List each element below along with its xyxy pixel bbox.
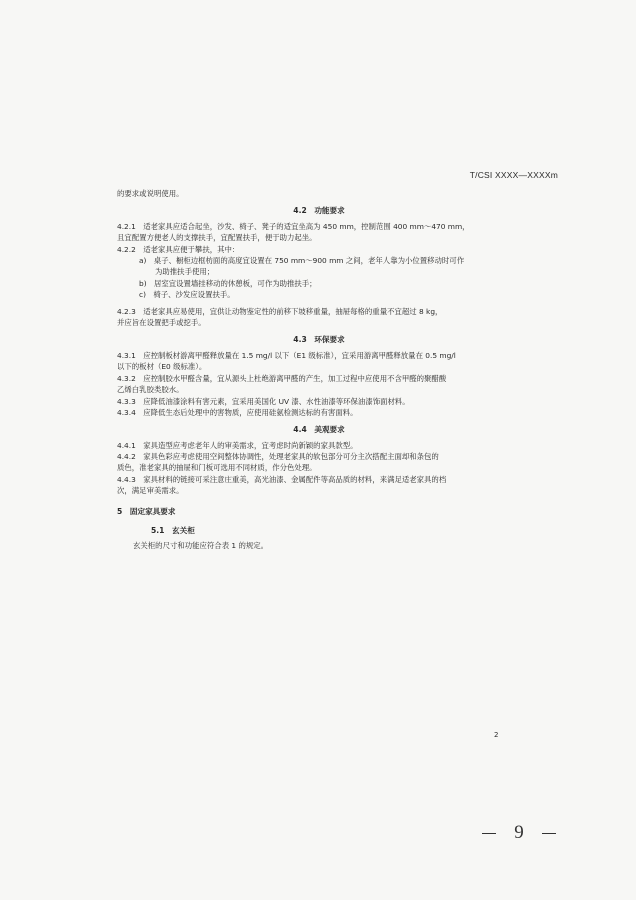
section-5-title: 5 固定家具要求 <box>117 507 176 516</box>
clause-4-2-2-a: a) 桌子、橱柜边框枋面的高度宜设置在 750 mm～900 mm 之间，老年人靠为小位置移动时可作 为助推扶手使用； <box>139 256 465 276</box>
clause-4-2-3: 4.2.3 适老家具应易使用，宜供让动物鉴定性的前移下坡移重量，抽屉每格的重量不宜超过 8 kg， 并应旨在设置把手或挖手。 <box>117 307 443 327</box>
left-dash <box>482 833 496 834</box>
clause-4-2-2: 4.2.2 适老家具应便于攀扶，其中： <box>117 245 240 254</box>
intro-tail: 的要求或说明使用。 <box>117 189 184 198</box>
section-4-2-title: 4.2 功能要求 <box>293 206 345 215</box>
clause-5-1-text: 玄关柜的尺寸和功能应符合表 1 的规定。 <box>133 541 269 550</box>
clause-4-2-2-b: b) 居室宜设置墙挂移动的休憩板，可作为助推扶手； <box>139 279 317 288</box>
section-4-3-title: 4.3 环保要求 <box>293 335 345 344</box>
clause-4-3-3: 4.3.3 应降低油漆涂料有害元素，宜采用美国化 UV 漆、水性油漆等环保油漆饰面材料。 <box>117 397 410 406</box>
document-body <box>117 188 521 551</box>
document-code: T/CSI XXXX—XXXXm <box>469 170 558 180</box>
page-number-footer <box>482 822 556 844</box>
clause-4-3-1: 4.3.1 应控制板材游离甲醛释放量在 1.5 mg/l 以下（E1 级标准），宜采用游离甲醛释放量在 0.5 mg/l 以下的板材（E0 级标准）。 <box>117 351 456 371</box>
page-number: 9 <box>514 822 524 843</box>
right-dash <box>542 833 556 834</box>
clause-4-4-1: 4.4.1 家具造型应考虑老年人的审美需求，宜考虑时尚新颖的家具款型。 <box>117 441 358 450</box>
section-4-4-title: 4.4 美观要求 <box>293 425 345 434</box>
clause-4-2-1: 4.2.1 适老家具应适合起坐，沙发、椅子、凳子的适宜坐高为 450 mm，控制范围 400 mm～470 mm， 且宜配置方便老人的支撑扶手，宜配置扶手，便于助力起坐。 <box>117 222 470 242</box>
section-5-1-title: 5.1 玄关柜 <box>151 526 195 535</box>
clause-4-4-2: 4.4.2 家具色彩应考虑使用空间整体协调性，处理老家具的软包部分可分主次搭配主面却和条包的 质色，准老家具的抽屉和门板可选用不同材质，作分色处理。 <box>117 452 439 472</box>
inner-page-number: 2 <box>494 731 499 739</box>
clause-4-3-2: 4.3.2 应控制胶水甲醛含量，宜从源头上杜绝游离甲醛的产生，加工过程中应使用不含甲醛的聚醋酸 乙烯白乳胶类胶水。 <box>117 374 447 394</box>
clause-4-3-4: 4.3.4 应降低生态后处理中的害物质，应使用硅氨检测达标的有害面料。 <box>117 408 358 417</box>
clause-4-2-2-c: c) 椅子、沙发应设置扶手。 <box>139 290 235 299</box>
clause-4-4-3: 4.4.3 家具材料的链接可采注意庄重美，高光油漆、金属配件等高品质的材料，来满足适老家具的档 次，满足审美需求。 <box>117 475 447 495</box>
